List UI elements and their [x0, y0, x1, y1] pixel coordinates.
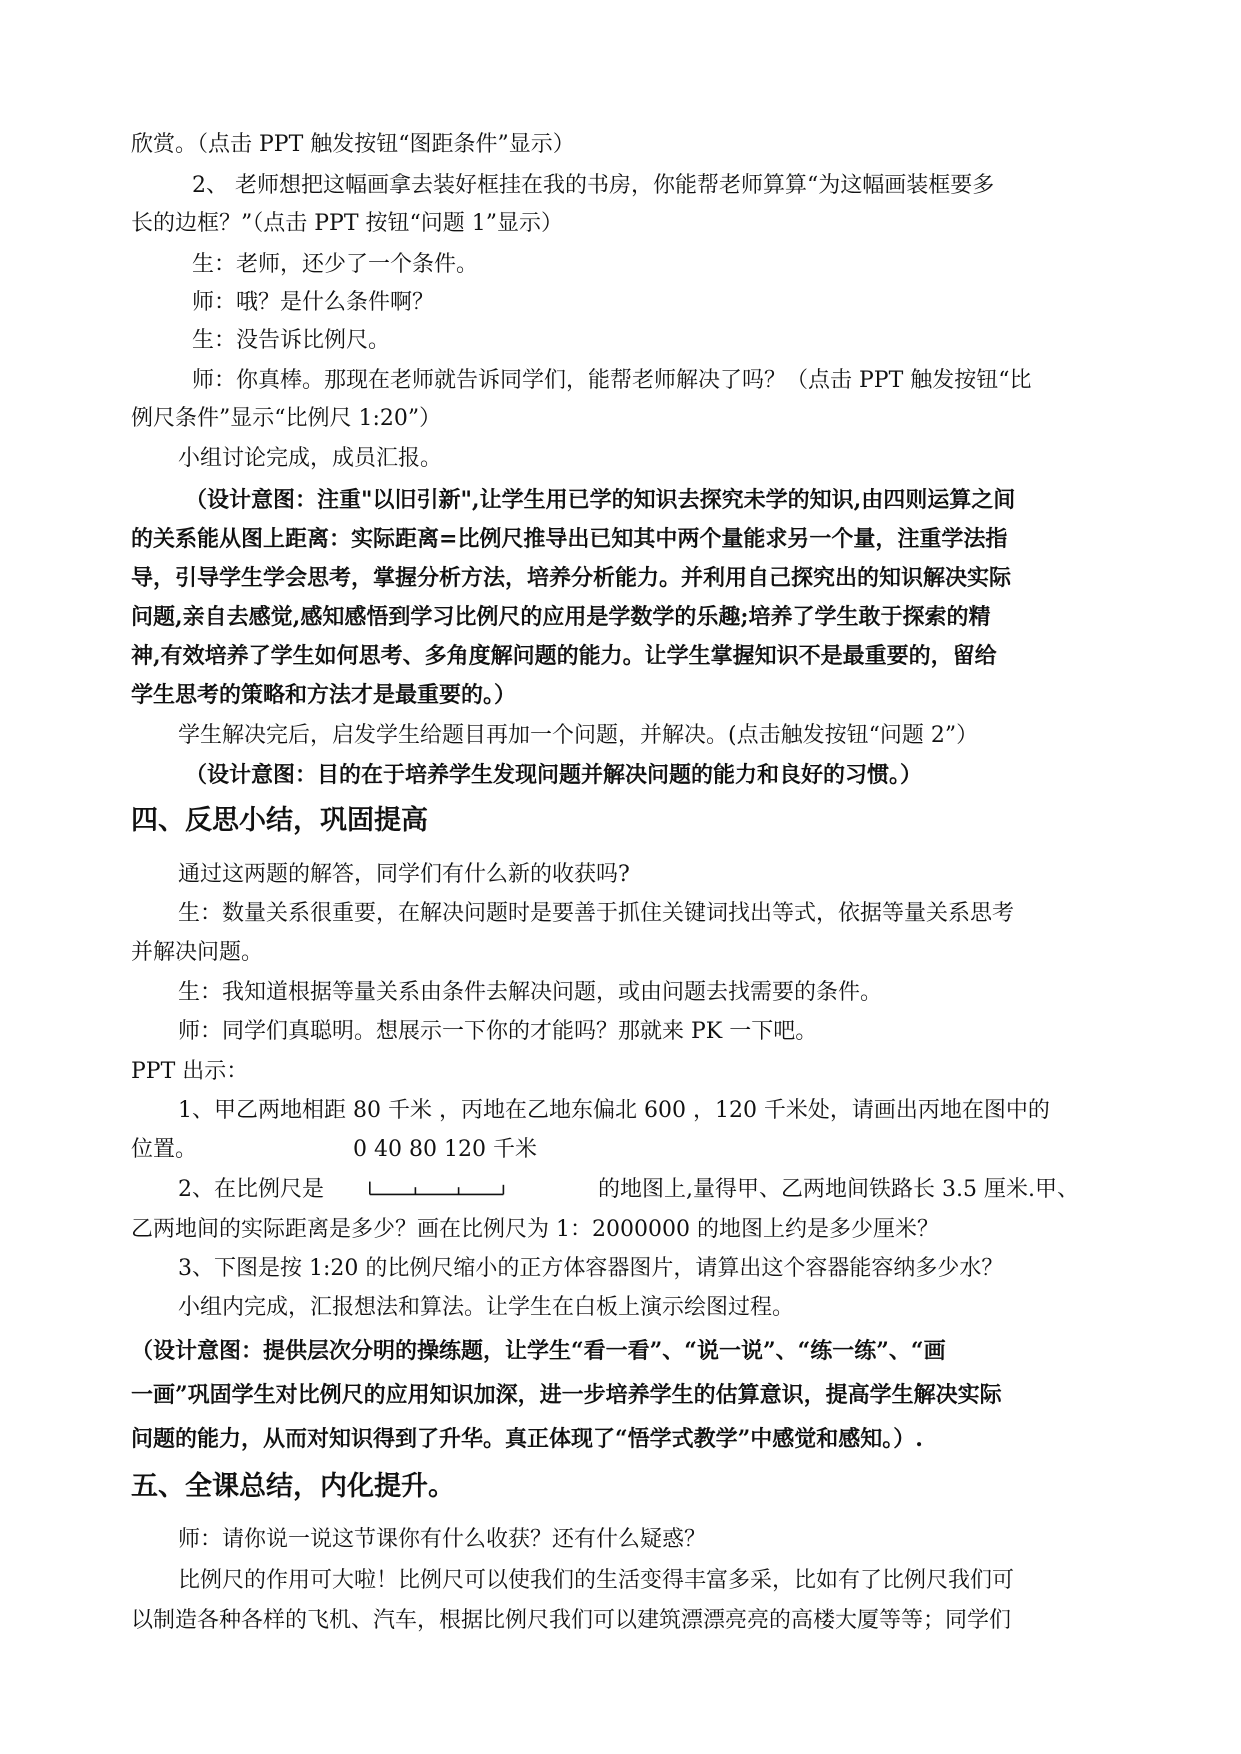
design-intent-line: （设计意图：注重"以旧引新",让学生用已学的知识去探究未学的知识,由四则运算之间	[185, 487, 1016, 513]
design-intent-line: 一画”巩固学生对比例尺的应用知识加深，进一步培养学生的估算意识，提高学生解决实际	[131, 1382, 1002, 1408]
paragraph-line: 生：我知道根据等量关系由条件去解决问题，或由问题去找需要的条件。	[178, 980, 883, 1005]
paragraph-line: 2、 老师想把这幅画拿去装好框挂在我的书房，你能帮老师算算“为这幅画装框要多	[192, 173, 995, 198]
design-intent-line: （设计意图：目的在于培养学生发现问题并解决问题的能力和良好的习惯。）	[185, 762, 923, 788]
paragraph-line: 师：你真棒。那现在老师就告诉同学们，能帮老师解决了吗？（点击 PPT 触发按钮“比	[192, 368, 1032, 393]
paragraph-line: 学生解决完后，启发学生给题目再加一个问题，并解决。(点击触发按钮“问题 2”）	[178, 723, 979, 748]
scale-ruler-icon	[352, 1180, 522, 1196]
paragraph-line: 比例尺的作用可大啦！比例尺可以使我们的生活变得丰富多采，比如有了比例尺我们可	[178, 1568, 1015, 1593]
paragraph-line: 例尺条件”显示“比例尺 1:20”）	[131, 406, 442, 431]
design-intent-line: 导，引导学生学会思考，掌握分析方法，培养分析能力。并利用自己探究出的知识解决实际	[131, 565, 1012, 591]
paragraph-line: 小组内完成，汇报想法和算法。让学生在白板上演示绘图过程。	[178, 1295, 795, 1320]
exercise-line: 乙两地间的实际距离是多少？画在比例尺为 1：2000000 的地图上约是多少厘米？	[131, 1217, 939, 1242]
paragraph-line: 师：哦？是什么条件啊？	[192, 290, 435, 315]
paragraph-line: 生：老师，还少了一个条件。	[192, 252, 479, 277]
paragraph-line: 师：请你说一说这节课你有什么收获？还有什么疑惑？	[178, 1527, 707, 1552]
design-intent-line: 神,有效培养了学生如何思考、多角度解问题的能力。让学生掌握知识不是最重要的，留给	[131, 643, 997, 669]
section-heading: 五、全课总结，内化提升。	[131, 1471, 455, 1502]
paragraph-line: 长的边框？”（点击 PPT 按钮“问题 1”显示）	[131, 211, 563, 236]
paragraph-line: 小组讨论完成，成员汇报。	[178, 446, 443, 471]
design-intent-line: 问题的能力，从而对知识得到了升华。真正体现了“悟学式教学”中感觉和感知。）.	[131, 1426, 923, 1452]
exercise-line: 1、甲乙两地相距 80 千米 ，丙地在乙地东偏北 600 ，120 千米处，请画出丙地在图中的	[178, 1098, 1050, 1123]
design-intent-line: 的关系能从图上距离：实际距离=比例尺推导出已知其中两个量能求另一个量，注重学法指	[131, 526, 1008, 552]
paragraph-line: 以制造各种各样的飞机、汽车，根据比例尺我们可以建筑漂漂亮亮的高楼大厦等等；同学们	[131, 1608, 1012, 1633]
exercise-line: 位置。	[131, 1137, 198, 1162]
section-heading: 四、反思小结，巩固提高	[131, 805, 428, 836]
design-intent-line: （设计意图：提供层次分明的操练题，让学生“看一看”、“说一说”、“练一练”、“画	[131, 1338, 946, 1364]
paragraph-line: 生：数量关系很重要，在解决问题时是要善于抓住关键词找出等式，依据等量关系思考	[178, 901, 1015, 926]
paragraph-line: PPT 出示：	[131, 1059, 249, 1084]
exercise-line: 2、在比例尺是	[178, 1177, 324, 1202]
design-intent-line: 学生思考的策略和方法才是最重要的。）	[131, 682, 517, 708]
exercise-line: 3、下图是按 1:20 的比例尺缩小的正方体容器图片，请算出这个容器能容纳多少水？	[178, 1256, 1004, 1281]
exercise-line: 的地图上,量得甲、乙两地间铁路长 3.5 厘米.甲、	[598, 1177, 1079, 1202]
paragraph-line: 生：没告诉比例尺。	[192, 328, 391, 353]
paragraph-line: 通过这两题的解答，同学们有什么新的收获吗?	[178, 862, 630, 887]
design-intent-line: 问题,亲自去感觉,感知感悟到学习比例尺的应用是学数学的乐趣;培养了学生敢于探索的精	[131, 604, 991, 630]
paragraph-line: 并解决问题。	[131, 940, 264, 965]
paragraph-line: 欣赏。（点击 PPT 触发按钮“图距条件”显示）	[131, 132, 575, 157]
scale-bar-labels: 0 40 80 120 千米	[353, 1137, 537, 1162]
paragraph-line: 师：同学们真聪明。想展示一下你的才能吗？那就来 PK 一下吧。	[178, 1019, 818, 1044]
